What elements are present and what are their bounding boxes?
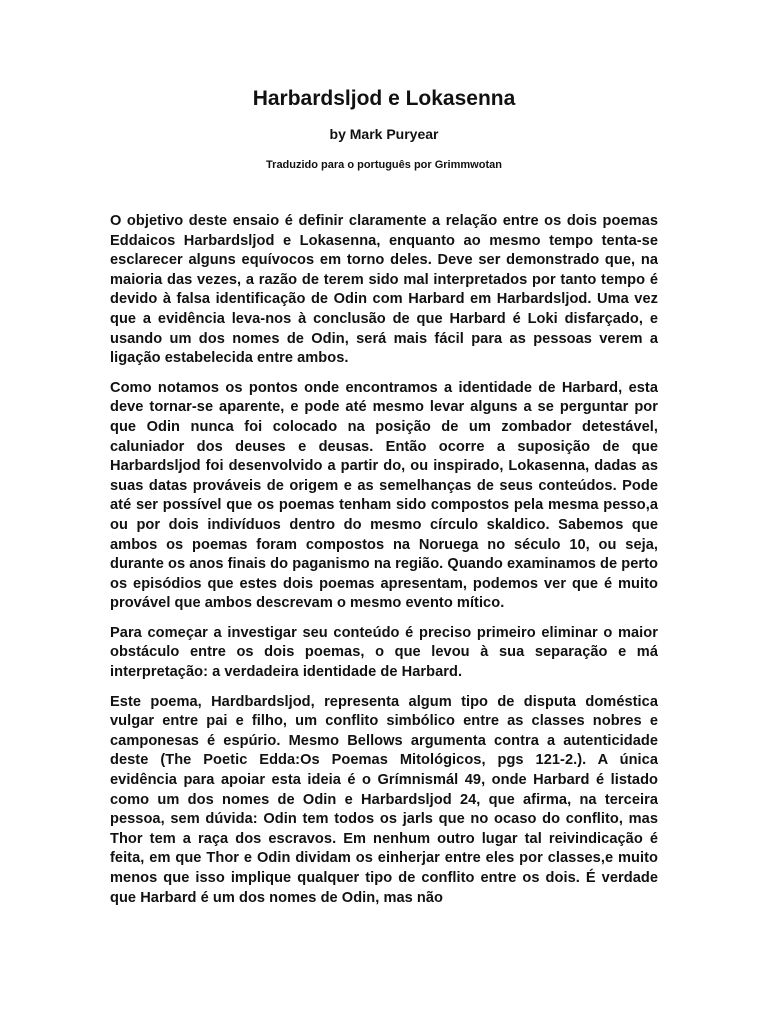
paragraph-3: Para começar a investigar seu conteúdo é preciso primeiro eliminar o maior obstáculo entre os dois poemas, o que levou à sua separação e má interpretação: a verdadeira identidade de Harbard. — [110, 624, 658, 681]
document-author: by Mark Puryear — [329, 126, 439, 142]
paragraph-2: Como notamos os pontos onde encontramos a identidade de Harbard, esta deve tornar-se aparente, e pode até mesmo levar alguns a se perguntar por que Odin nunca foi colocado na posição de um zombador detestável, caluniador dos deuses e deusas. Então ocorre a suposição de que Harbardsljod foi desenvolvido a partir do, ou inspirado, Lokasenna, dadas as suas datas prováveis de origem e as semelhanças de seus conteúdos. Pode até ser possível que os poemas tenham sido compostos pela mesma pesso,a ou por dois indivíduos dentro do mesmo círculo skaldico. Sabemos que ambos os poemas foram compostos na Noruega no século 10, ou seja, durante os anos finais do paganismo na região. Quando examinamos de perto os episódios que estes dois poemas apresentam, podemos ver que é muito provável que ambos descrevam o mesmo evento mítico. — [110, 379, 658, 612]
paragraph-1: O objetivo deste ensaio é definir claramente a relação entre os dois poemas Eddaicos Harbardsljod e Lokasenna, enquanto ao mesmo tempo tenta-se esclarecer alguns equívocos em torno deles. Deve ser demonstrado que, na maioria das vezes, a razão de terem sido mal interpretados por tanto tempo é devido à falsa identificação de Odin com Harbard em Harbardsljod. Uma vez que a evidência leva-nos à conclusão de que Harbard é Loki disfarçado, e usando um dos nomes de Odin, será mais fácil para as pessoas verem a ligação estabelecida entre ambos. — [110, 213, 658, 367]
paragraph-4: Este poema, Hardbardsljod, representa algum tipo de disputa doméstica vulgar entre pai e filho, um conflito simbólico entre as classes nobres e camponesas é espúrio. Mesmo Bellows argumenta contra a autenticidade deste (The Poetic Edda:Os Poemas Mitológicos, pgs 121-2.). A única evidência para apoiar esta ideia é o Grímnismál 49, onde Harbard é listado como um dos nomes de Odin e Harbardsljod 24, que afirma, na terceira pessoa, sem dúvida: Odin tem todos os jarls que no ocaso do conflito, mas Thor tem a raça dos escravos. Em nenhum outro lugar tal reivindicação é feita, em que Thor e Odin dividam os einherjar entre eles por classes,e muito menos que isso implique qualquer tipo de conflito entre os dois. É verdade que Harbard é um dos nomes de Odin, mas não — [110, 693, 658, 906]
document-body — [110, 212, 658, 918]
document-title: Harbardsljod e Lokasenna — [252, 87, 516, 110]
translator-credit: Traduzido para o português por Grimmwotan — [266, 159, 502, 171]
